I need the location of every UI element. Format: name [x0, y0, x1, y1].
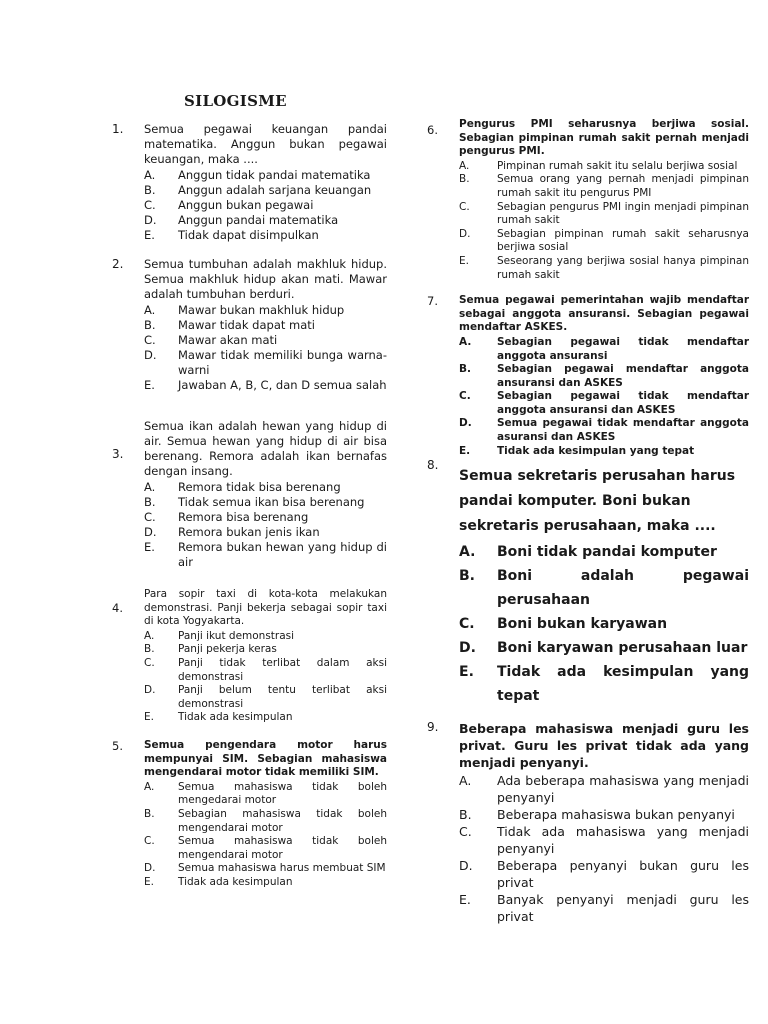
question-number: 3. — [112, 447, 124, 461]
question-8 — [427, 458, 749, 708]
option-c: C. Tidak ada mahasiswa yang menjadi penyanyi — [459, 824, 749, 857]
option-b: B. Sebagian mahasiswa tidak boleh mengendarai motor — [144, 807, 387, 834]
option-a: A. Semua mahasiswa tidak boleh mengedarai motor — [144, 780, 387, 807]
option-b: B. Beberapa mahasiswa bukan penyanyi — [459, 807, 735, 823]
question-stem: Semua pegawai keuangan pandai matematika. Anggun bukan pegawai keuangan, maka .... — [144, 122, 387, 166]
question-stem: Beberapa mahasiswa menjadi guru les privat. Guru les privat tidak ada yang menjadi penyanyi. — [459, 721, 749, 771]
question-number: 6. — [427, 123, 438, 137]
option-d: D. Panji belum tentu terlibat aksi demonstrasi — [144, 684, 387, 710]
question-3 — [112, 419, 387, 570]
option-c: C. Remora bisa berenang — [144, 510, 309, 524]
option-d: D. Mawar tidak memiliki bunga warna-warni — [144, 348, 387, 377]
option-c: C. Boni bukan karyawan — [459, 616, 668, 633]
option-b: B. Boni adalah pegawai perusahaan — [459, 568, 749, 609]
option-d: D. Beberapa penyanyi bukan guru les privat — [459, 858, 749, 891]
option-b: B. Mawar tidak dapat mati — [144, 318, 315, 332]
question-stem: Semua tumbuhan adalah makhluk hidup. Semua makhluk hidup akan mati. Mawar adalah tumbuhan berduri. — [144, 257, 387, 301]
option-c: C. Sebagian pegawai tidak mendaftar anggota ansuransi dan ASKES — [459, 390, 749, 416]
option-d: D. Boni karyawan perusahaan luar — [459, 640, 748, 657]
option-b: B. Sebagian pegawai mendaftar anggota ansuransi dan ASKES — [459, 363, 749, 389]
question-9 — [427, 720, 749, 925]
question-7 — [427, 294, 749, 458]
question-2 — [112, 257, 387, 393]
option-e: E. Tidak ada kesimpulan — [144, 711, 293, 724]
option-d: D. Semua pegawai tidak mendaftar anggota asuransi dan ASKES — [459, 417, 749, 444]
option-e: E. Tidak ada kesimpulan yang tepat — [459, 664, 749, 705]
option-c: C. Sebagian pengurus PMI ingin menjadi pimpinan rumah sakit — [459, 200, 749, 227]
option-c: C. Anggun bukan pegawai — [144, 198, 314, 212]
question-stem: Para sopir taxi di kota-kota melakukan demonstrasi. Panji bekerja sebagai sopir taxi di kota Yogyakarta. — [144, 588, 387, 628]
option-b: B. Anggun adalah sarjana keuangan — [144, 183, 372, 197]
question-stem: Semua pengendara motor harus mempunyai SIM. Sebagian mahasiswa mengendarai motor tidak memiliki SIM. — [144, 738, 387, 779]
option-c: C. Mawar akan mati — [144, 333, 278, 347]
option-a: A. Ada beberapa mahasiswa yang menjadi penyanyi — [459, 773, 749, 806]
option-d: D. Anggun pandai matematika — [144, 213, 339, 227]
option-a: A. Boni tidak pandai komputer — [459, 544, 717, 561]
option-e: E. Tidak ada kesimpulan yang tepat — [459, 444, 695, 457]
option-e: E. Tidak ada kesimpulan — [144, 875, 293, 888]
option-c: C. Panji tidak terlibat dalam aksi demonstrasi — [144, 656, 387, 683]
question-number: 1. — [112, 122, 124, 136]
question-number: 8. — [427, 458, 439, 473]
option-c: C. Semua mahasiswa tidak boleh mengendarai motor — [144, 835, 387, 861]
right-column — [427, 118, 749, 925]
option-e: E. Remora bukan hewan yang hidup di air — [144, 540, 387, 569]
question-number: 2. — [112, 257, 124, 271]
option-a: A. Sebagian pegawai tidak mendaftar anggota ansuransi — [459, 335, 749, 362]
option-b: B. Tidak semua ikan bisa berenang — [144, 495, 365, 509]
question-number: 9. — [427, 720, 439, 735]
option-e: E. Jawaban A, B, C, dan D semua salah — [144, 378, 387, 392]
option-d: D. Remora bukan jenis ikan — [144, 525, 320, 539]
question-1 — [112, 122, 387, 243]
left-column — [112, 122, 387, 889]
question-4 — [112, 588, 387, 725]
option-a: A. Pimpinan rumah sakit itu selalu berjiwa sosial — [459, 159, 738, 172]
option-b: B. Panji pekerja keras — [144, 643, 277, 656]
option-a: A. Remora tidak bisa berenang — [144, 480, 341, 494]
page-title: SILOGISME — [184, 92, 287, 110]
option-e: E. Tidak dapat disimpulkan — [144, 228, 319, 242]
option-a: A. Panji ikut demonstrasi — [144, 629, 295, 642]
option-e: E. Banyak penyanyi menjadi guru les privat — [459, 892, 749, 925]
question-stem: Semua ikan adalah hewan yang hidup di air. Semua hewan yang hidup di air bisa berenang. Remora adalah ikan bernafas dengan insang. — [144, 419, 387, 478]
question-6 — [427, 118, 749, 282]
question-number: 7. — [427, 294, 438, 309]
question-5 — [112, 739, 387, 890]
option-d: D. Sebagian pimpinan rumah sakit seharusnya berjiwa sosial — [459, 227, 749, 254]
option-a: A. Anggun tidak pandai matematika — [144, 168, 371, 182]
question-stem: Semua pegawai pemerintahan wajib mendaftar sebagai anggota ansuransi. Sebagian pegawai mendaftar ASKES. — [459, 294, 749, 334]
option-d: D. Semua mahasiswa harus membuat SIM — [144, 862, 386, 875]
question-number: 4. — [112, 601, 123, 615]
question-number: 5. — [112, 738, 123, 753]
option-e: E. Seseorang yang berjiwa sosial hanya pimpinan rumah sakit — [459, 254, 749, 281]
question-stem: Pengurus PMI seharusnya berjiwa sosial. Sebagian pimpinan rumah sakit pernah menjadi pengurus PMI. — [459, 118, 749, 158]
option-a: A. Mawar bukan makhluk hidup — [144, 303, 345, 317]
option-b: B. Semua orang yang pernah menjadi pimpinan rumah sakit itu pengurus PMI — [459, 173, 749, 199]
question-stem: Semua sekretaris perusahan harus pandai komputer. Boni bukan sekretaris perusahaan, maka .... — [459, 468, 736, 535]
